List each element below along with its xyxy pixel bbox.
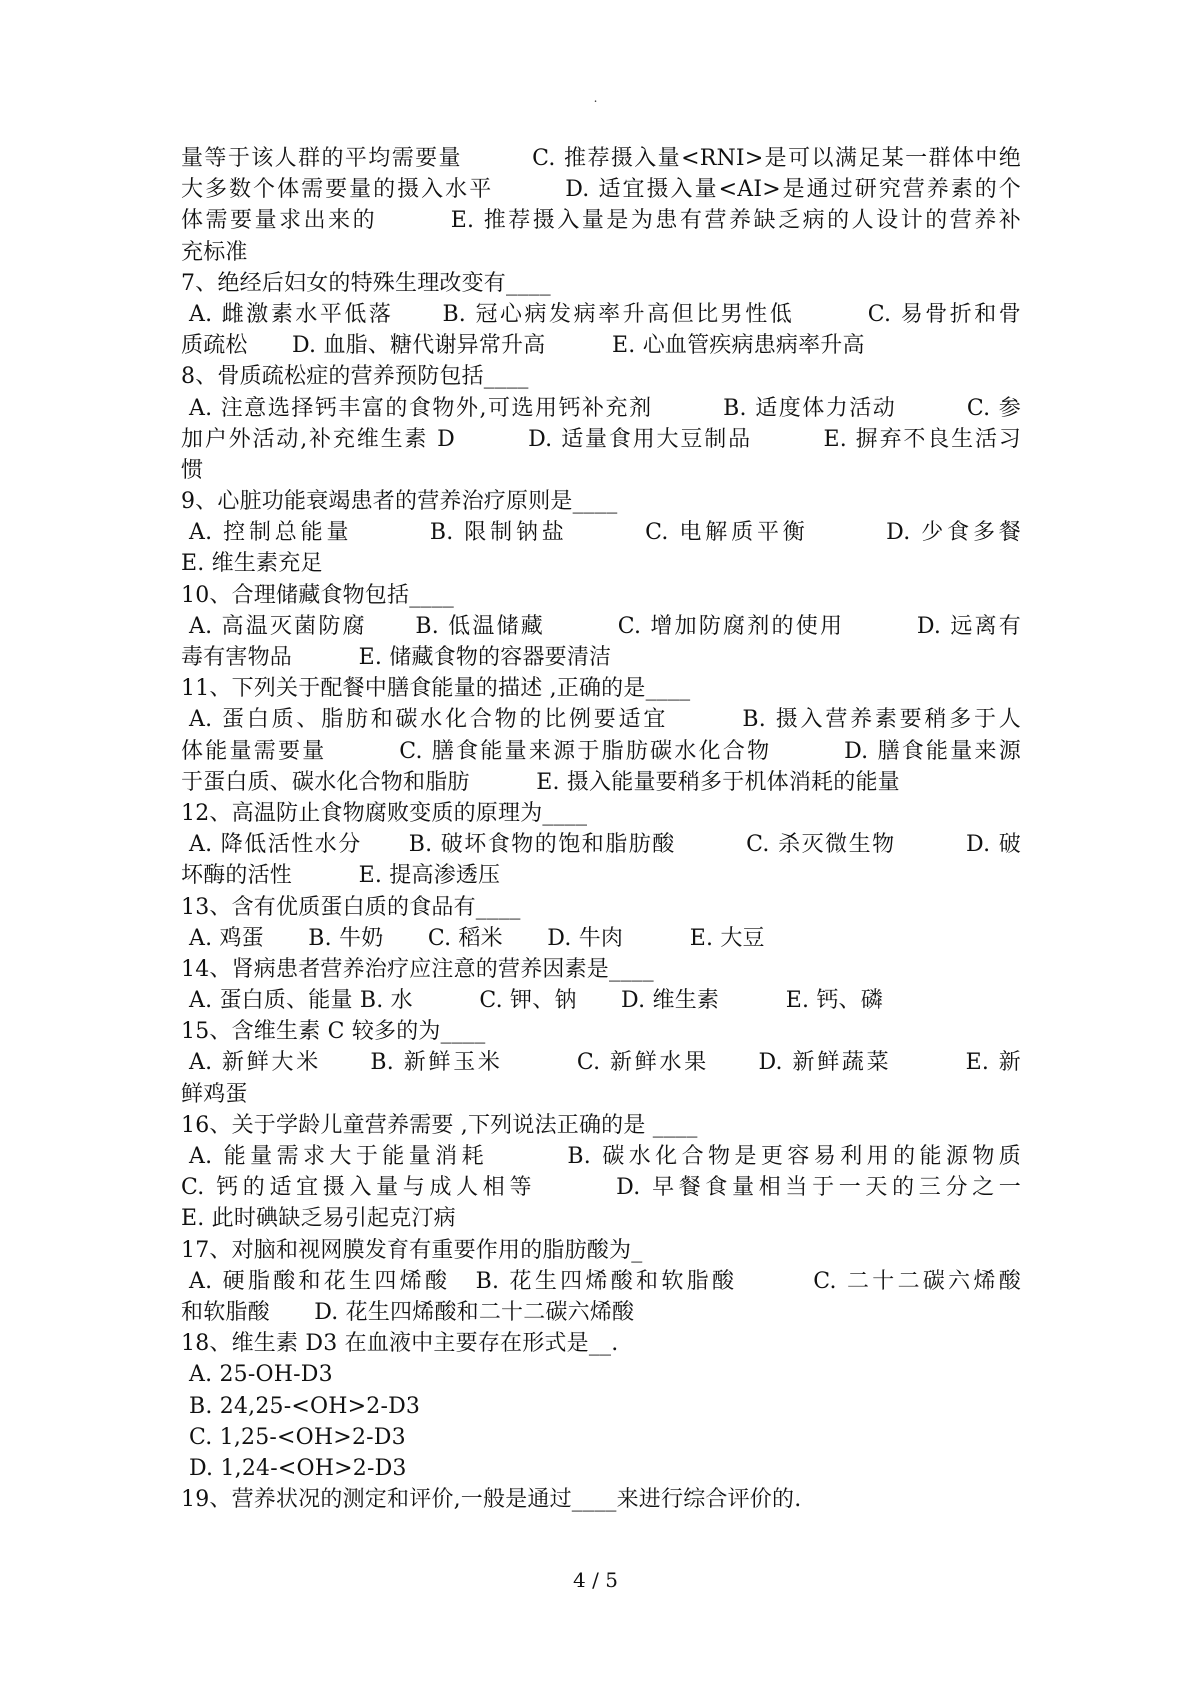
options-line: 和软脂酸 D. 花生四烯酸和二十二碳六烯酸 bbox=[181, 1299, 635, 1325]
options-line: 加户外活动,补充维生素 D D. 适量食用大豆制品 E. 摒弃不良生活习 bbox=[181, 426, 1021, 452]
text-line: 大多数个体需要量的摄入水平 D. 适宜摄入量<AI>是通过研究营养素的个 bbox=[181, 177, 1021, 203]
options-line: E. 维生素充足 bbox=[181, 551, 323, 577]
question-17: 17、对脑和视网膜发育有重要作用的脂肪酸为_ bbox=[181, 1237, 643, 1263]
question-19: 19、营养状况的测定和评价,一般是通过____来进行综合评价的. bbox=[181, 1487, 802, 1513]
options-line: A. 降低活性水分 B. 破坏食物的饱和脂肪酸 C. 杀灭微生物 D. 破 bbox=[189, 832, 1021, 858]
document-body bbox=[181, 143, 1021, 1515]
options-line: A. 硬脂酸和花生四烯酸 B. 花生四烯酸和软脂酸 C. 二十二碳六烯酸 bbox=[189, 1268, 1021, 1294]
options-line: A. 高温灭菌防腐 B. 低温储藏 C. 增加防腐剂的使用 D. 远离有 bbox=[189, 613, 1021, 639]
options-line: C. 钙的适宜摄入量与成人相等 D. 早餐食量相当于一天的三分之一 bbox=[181, 1175, 1021, 1201]
options-line: 于蛋白质、碳水化合物和脂肪 E. 摄入能量要稍多于机体消耗的能量 bbox=[181, 769, 900, 795]
option-b: B. 24,25-<OH>2-D3 bbox=[189, 1393, 421, 1419]
header-dot: . bbox=[593, 91, 598, 105]
question-14: 14、肾病患者营养治疗应注意的营养因素是____ bbox=[181, 956, 654, 982]
options-line: A. 雌激素水平低落 B. 冠心病发病率升高但比男性低 C. 易骨折和骨 bbox=[189, 301, 1021, 327]
options-line: 体能量需要量 C. 膳食能量来源于脂肪碳水化合物 D. 膳食能量来源 bbox=[181, 738, 1021, 764]
question-10: 10、合理储藏食物包括____ bbox=[181, 582, 454, 608]
options-line: A. 控制总能量 B. 限制钠盐 C. 电解质平衡 D. 少食多餐 bbox=[189, 520, 1021, 546]
option-d: D. 1,24-<OH>2-D3 bbox=[189, 1455, 407, 1481]
options-line: A. 新鲜大米 B. 新鲜玉米 C. 新鲜水果 D. 新鲜蔬菜 E. 新 bbox=[189, 1050, 1021, 1076]
question-7: 7、绝经后妇女的特殊生理改变有____ bbox=[181, 270, 551, 296]
options-line: 惯 bbox=[181, 457, 204, 483]
question-12: 12、高温防止食物腐败变质的原理为____ bbox=[181, 800, 588, 826]
options-line: A. 注意选择钙丰富的食物外,可选用钙补充剂 B. 适度体力活动 C. 参 bbox=[189, 395, 1021, 421]
question-15: 15、含维生素 C 较多的为____ bbox=[181, 1019, 486, 1045]
question-8: 8、骨质疏松症的营养预防包括____ bbox=[181, 364, 529, 390]
text-line: 量等于该人群的平均需要量 C. 推荐摄入量<RNI>是可以满足某一群体中绝 bbox=[181, 146, 1021, 171]
options-line: A. 蛋白质、能量 B. 水 C. 钾、钠 D. 维生素 E. 钙、磷 bbox=[189, 988, 883, 1014]
options-line: A. 蛋白质、脂肪和碳水化合物的比例要适宜 B. 摄入营养素要稍多于人 bbox=[189, 707, 1021, 733]
question-11: 11、下列关于配餐中膳食能量的描述 ,正确的是____ bbox=[181, 676, 691, 702]
page-number: 4 / 5 bbox=[573, 1568, 618, 1592]
option-a: A. 25-OH-D3 bbox=[189, 1362, 333, 1388]
option-c: C. 1,25-<OH>2-D3 bbox=[189, 1424, 406, 1450]
question-16: 16、关于学龄儿童营养需要 ,下列说法正确的是 ____ bbox=[181, 1112, 698, 1138]
options-line: 鲜鸡蛋 bbox=[181, 1081, 248, 1107]
text-line: 体需要量求出来的 E. 推荐摄入量是为患有营养缺乏病的人设计的营养补 bbox=[181, 208, 1021, 234]
question-13: 13、含有优质蛋白质的食品有____ bbox=[181, 894, 521, 920]
question-9: 9、心脏功能衰竭患者的营养治疗原则是____ bbox=[181, 489, 618, 515]
question-18: 18、维生素 D3 在血液中主要存在形式是__. bbox=[181, 1331, 619, 1357]
options-line: E. 此时碘缺乏易引起克汀病 bbox=[181, 1206, 456, 1232]
options-line: A. 能量需求大于能量消耗 B. 碳水化合物是更容易利用的能源物质 bbox=[189, 1144, 1021, 1169]
options-line: A. 鸡蛋 B. 牛奶 C. 稻米 D. 牛肉 E. 大豆 bbox=[189, 925, 765, 951]
options-line: 坏酶的活性 E. 提高渗透压 bbox=[181, 863, 501, 889]
text-line: 充标准 bbox=[181, 239, 248, 265]
options-line: 毒有害物品 E. 储藏食物的容器要清洁 bbox=[181, 645, 612, 670]
options-line: 质疏松 D. 血脂、糖代谢异常升高 E. 心血管疾病患病率升高 bbox=[181, 333, 865, 359]
